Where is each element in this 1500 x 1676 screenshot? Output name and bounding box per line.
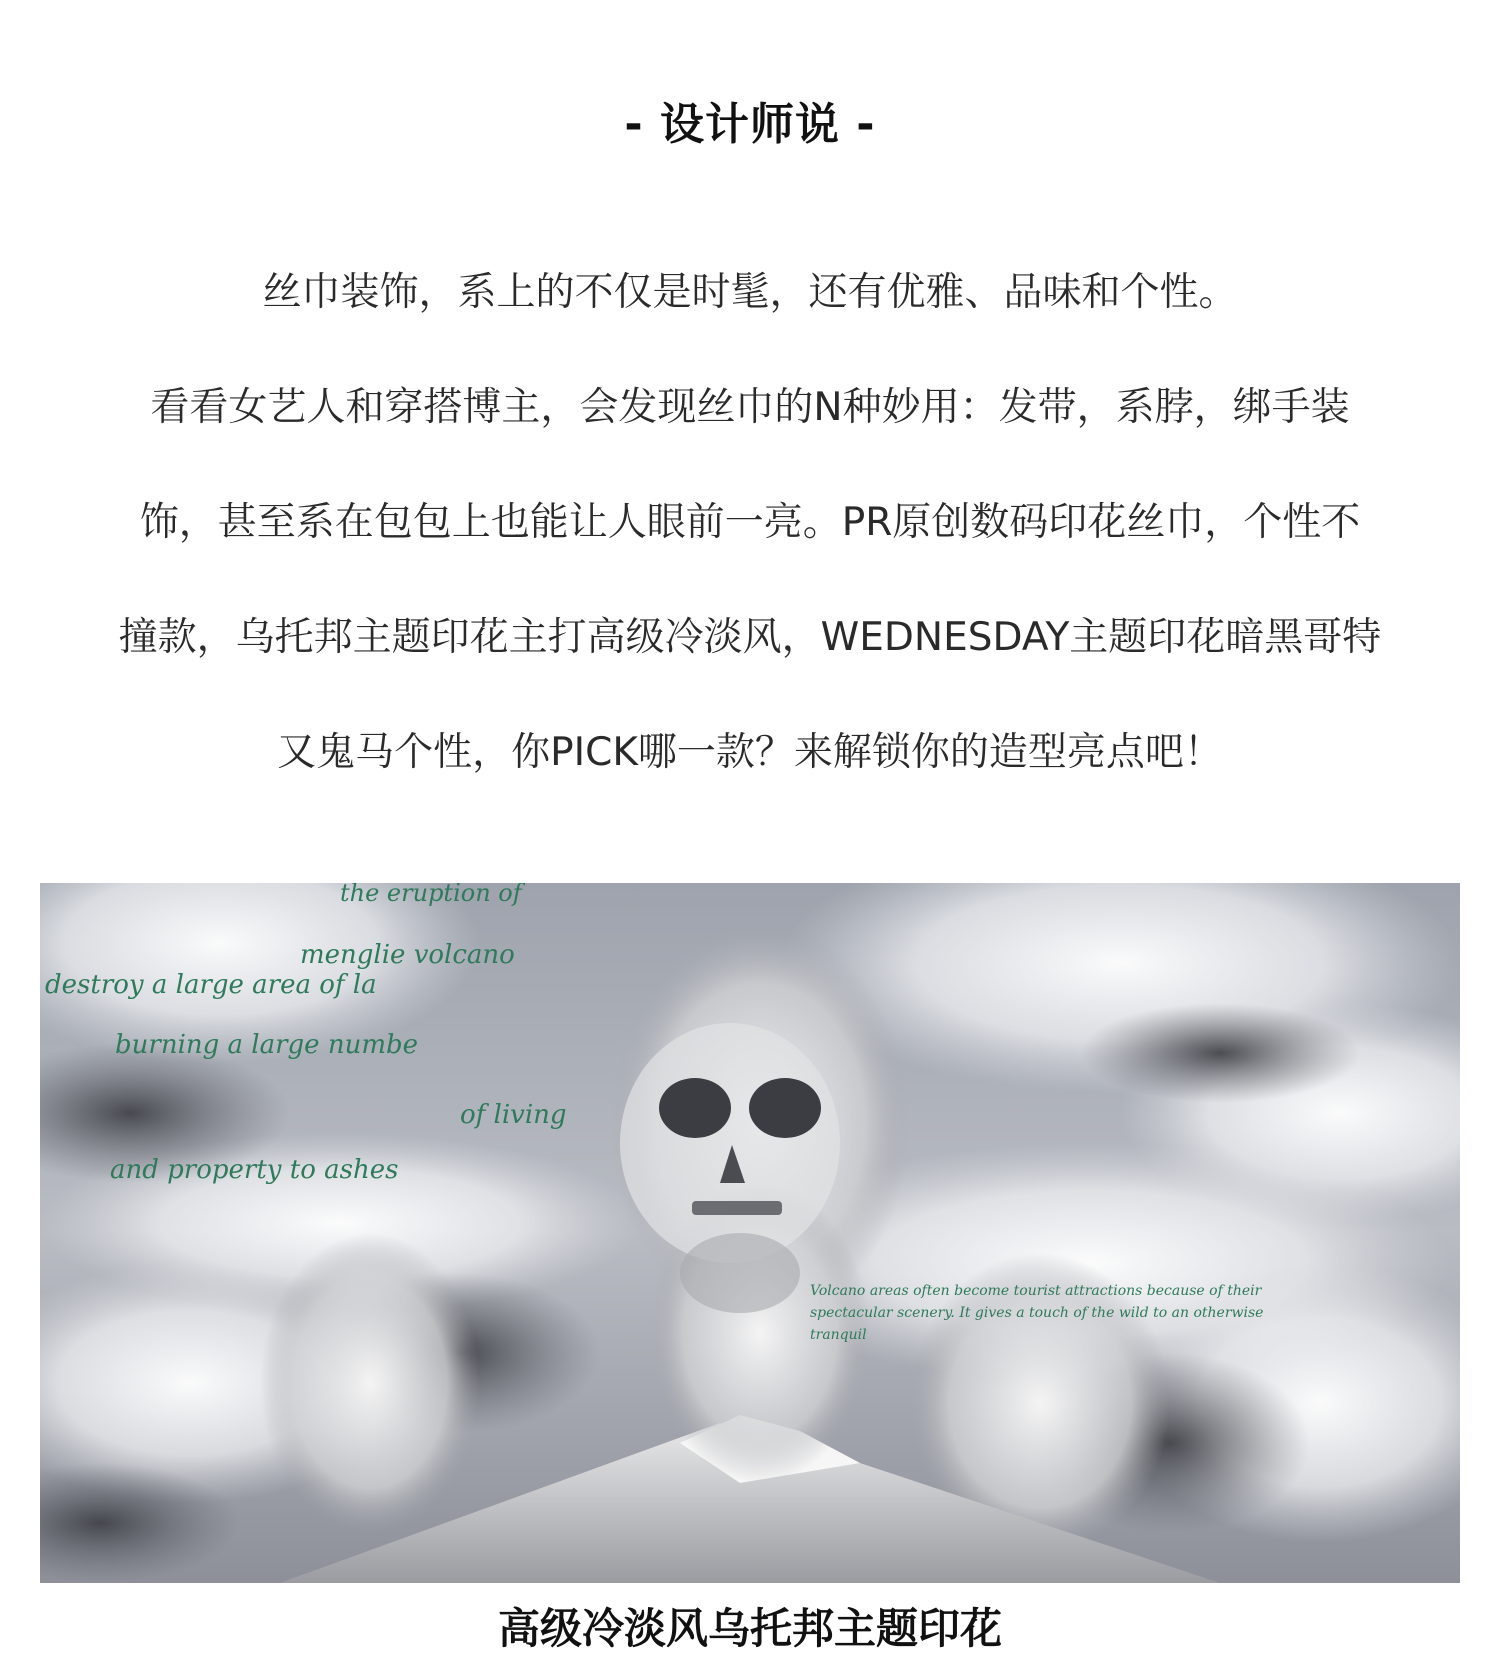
script-line-3: destroy a large area of la — [45, 970, 377, 1000]
small-text-line-1: Volcano areas often become tourist attractions because of their — [810, 1283, 1262, 1299]
scarf-print-image — [40, 883, 1460, 1583]
description-line-4: 撞款，乌托邦主题印花主打高级冷淡风，WEDNESDAY主题印花暗黑哥特 — [118, 615, 1382, 660]
designer-description — [72, 235, 1428, 810]
image-caption: 高级冷淡风乌托邦主题印花 — [497, 1604, 1002, 1653]
description-line-5: 又鬼马个性，你PICK哪一款？来解锁你的造型亮点吧！ — [277, 730, 1223, 775]
section-heading: - 设计师说 - — [624, 99, 876, 150]
script-line-2: menglie volcano — [300, 940, 515, 970]
small-text-line-2: spectacular scenery. It gives a touch of the wild to an otherwise — [810, 1305, 1264, 1321]
script-line-6: and property to ashes — [110, 1155, 399, 1185]
script-line-1: the eruption of — [340, 883, 522, 907]
script-line-4: burning a large numbe — [115, 1030, 419, 1060]
description-line-2: 看看女艺人和穿搭博主，会发现丝巾的N种妙用：发带，系脖，绑手装 — [150, 385, 1350, 430]
description-line-3: 饰，甚至系在包包上也能让人眼前一亮。PR原创数码印花丝巾，个性不 — [139, 500, 1361, 545]
small-text-line-3: tranquil — [810, 1327, 867, 1343]
script-line-5: of living — [460, 1100, 567, 1130]
description-line-1: 丝巾装饰，系上的不仅是时髦，还有优雅、品味和个性。 — [262, 270, 1238, 315]
